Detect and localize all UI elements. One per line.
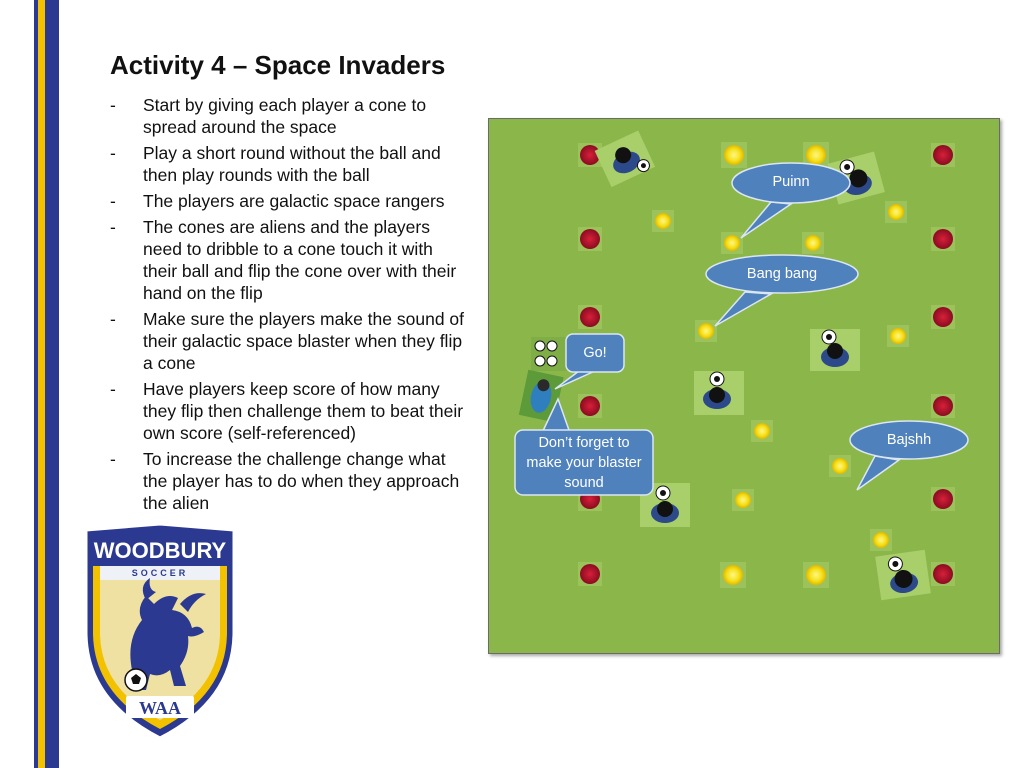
- speech-bubble-bajshh: Bajshh: [849, 420, 969, 462]
- bullet-item: - The players are galactic space rangers: [110, 191, 445, 211]
- bullet-item: - Play a short round without the ball and then play rounds with the ball: [110, 143, 441, 185]
- logo-bottom-text: WAA: [138, 698, 182, 718]
- yellow-cone-icon: [802, 232, 824, 254]
- bullet-item: - Start by giving each player a cone to spread around the space: [110, 95, 427, 137]
- yellow-cone-icon: [803, 562, 829, 588]
- player-with-ball-icon: [595, 131, 655, 188]
- yellow-cone-icon: [751, 420, 773, 442]
- drill-field-diagram: [488, 118, 1000, 654]
- yellow-cone-icon: [887, 325, 909, 347]
- player-with-ball-icon: [810, 329, 860, 371]
- stripe-gold: [38, 0, 45, 768]
- red-cone-icon: [931, 305, 955, 329]
- speech-bubble-go: Go!: [565, 333, 625, 373]
- yellow-cone-icon: [652, 210, 674, 232]
- logo-top-text: WOODBURY: [93, 538, 227, 563]
- stripe-navy-right: [45, 0, 59, 768]
- red-cone-icon: [931, 562, 955, 586]
- red-cone-icon: [931, 227, 955, 251]
- speech-bubble-bang-bang: Bang bang: [705, 254, 859, 296]
- yellow-cone-icon: [720, 562, 746, 588]
- red-cone-icon: [931, 487, 955, 511]
- red-cone-icon: [931, 143, 955, 167]
- yellow-cone-icon: [721, 232, 743, 254]
- yellow-cone-icon: [870, 529, 892, 551]
- yellow-cone-icon: [695, 320, 717, 342]
- bullet-item: - Make sure the players make the sound of their galactic space blaster when they flip a cone: [110, 309, 465, 373]
- yellow-cone-icon: [885, 201, 907, 223]
- red-cone-icon: [931, 394, 955, 418]
- ball-pile-icon: [531, 337, 567, 371]
- bullet-item: - The cones are aliens and the players need to dribble to a cone touch it with their ball and flip the cone over with their hand on the flip: [110, 217, 457, 303]
- red-cone-icon: [578, 227, 602, 251]
- red-cone-icon: [578, 305, 602, 329]
- bullet-item: - Have players keep score of how many they flip then challenge them to beat their own score (self-referenced): [110, 379, 464, 443]
- player-with-ball-icon: [875, 550, 931, 601]
- player-with-ball-icon: [694, 371, 744, 415]
- speech-bubble-dont-forget: Don’t forget to make your blaster sound: [514, 429, 654, 496]
- red-cone-icon: [578, 394, 602, 418]
- yellow-cone-icon: [829, 455, 851, 477]
- red-cone-icon: [578, 562, 602, 586]
- soccer-ball-icon: [125, 669, 147, 691]
- logo-sub-text: SOCCER: [131, 568, 189, 578]
- bullet-item: - To increase the challenge change what the player has to do when they approach the alien: [110, 449, 460, 513]
- yellow-cone-icon: [732, 489, 754, 511]
- bullet-list: [110, 94, 470, 518]
- woodbury-soccer-logo: [80, 520, 240, 742]
- speech-bubble-puinn: Puinn: [731, 162, 851, 206]
- slide-title: Activity 4 – Space Invaders: [110, 50, 446, 80]
